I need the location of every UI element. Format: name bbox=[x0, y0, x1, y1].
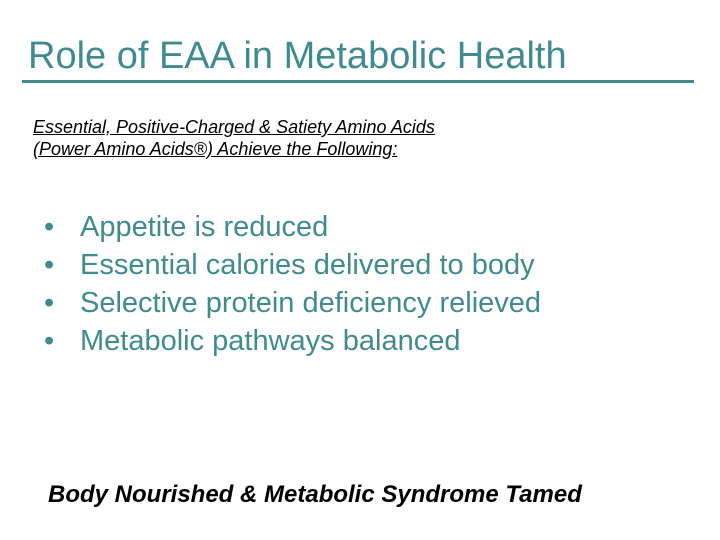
slide-title: Role of EAA in Metabolic Health bbox=[28, 35, 567, 77]
bullet-icon: • bbox=[44, 325, 55, 357]
bullet-item bbox=[44, 246, 541, 284]
bullet-icon: • bbox=[44, 211, 55, 243]
subtitle-line-2: (Power Amino Acids®) Achieve the Following: bbox=[33, 139, 398, 159]
bullet-list bbox=[44, 208, 541, 360]
bullet-icon: • bbox=[44, 249, 55, 281]
bullet-text: Metabolic pathways balanced bbox=[80, 325, 461, 357]
bullet-icon: • bbox=[44, 287, 55, 319]
subtitle-line-1: Essential, Positive-Charged & Satiety Amino Acids bbox=[33, 117, 435, 137]
bullet-text: Essential calories delivered to body bbox=[80, 249, 535, 281]
bullet-text: Appetite is reduced bbox=[80, 211, 329, 243]
subtitle bbox=[33, 116, 435, 160]
bullet-item bbox=[44, 284, 541, 322]
footer-statement: Body Nourished & Metabolic Syndrome Tamed bbox=[48, 481, 582, 508]
bullet-text: Selective protein deficiency relieved bbox=[80, 287, 542, 319]
bullet-item bbox=[44, 322, 541, 360]
title-underline-divider bbox=[22, 80, 694, 83]
bullet-item bbox=[44, 208, 541, 246]
